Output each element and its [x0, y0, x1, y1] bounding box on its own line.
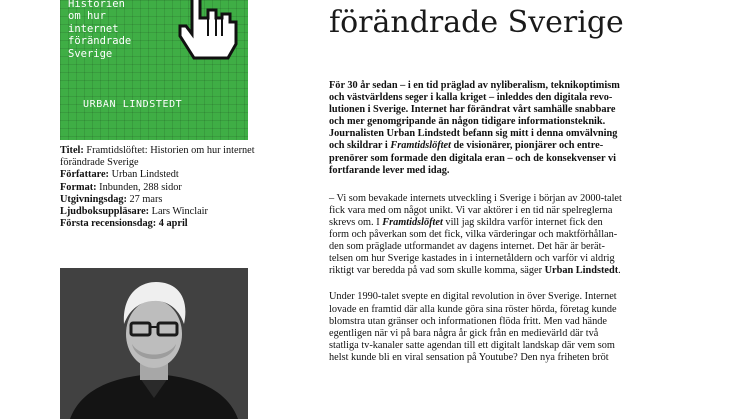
meta-title-row	[60, 145, 260, 169]
history-paragraph: Under 1990-talet svepte en digital revolution in över Sverige. Internet lovade en framtid där alla kunde göra sina röster hörda, företag kunde blomstra utan gränser och informationen flöda fritt. Men vad hände egentligen när vi på bara några år gick från en medievärld där två statliga tv-kanaler satte agendan till ett digitalt landskap där vem som helst kunde bli en viral sensation på Youtube? Den nya friheten bröt	[329, 291, 617, 363]
author-photo	[60, 268, 248, 419]
pointing-hand-cursor-icon	[170, 0, 248, 62]
meta-audio-row	[60, 206, 260, 218]
book-metadata	[60, 145, 260, 230]
meta-author-value: Urban Lindstedt	[111, 169, 179, 181]
meta-format-label: Format:	[60, 181, 97, 193]
quote-paragraph: – Vi som bevakade internets utveckling i Sverige i början av 2000-talet fick vara med om något unikt. Vi var aktörer i en tid när spelreglerna skrevs om. I Framtidslöftet vill jag skildra varför internet fick den form och påverkan som det fick, vilka värderingar och maktförhållan- den som präglade utformandet av dagens internet. Det här är berät- telsen om hur Sverige kastades in i internetåldern och varför vi aldrig riktigt var beredda på vad som skulle komma, säger Urban Lindstedt.	[329, 192, 622, 277]
meta-review-label: Första recensionsdag:	[60, 218, 157, 230]
meta-format-row	[60, 182, 260, 194]
meta-format-value: Inbunden, 288 sidor	[99, 181, 182, 193]
article-body	[329, 80, 707, 364]
meta-author-row	[60, 169, 260, 181]
meta-review-value: 4 april	[158, 218, 188, 230]
author-name-bold: Urban Lindstedt	[544, 265, 619, 277]
meta-release-label: Utgivningsdag:	[60, 193, 127, 205]
headline: förändrade Sverige	[329, 5, 624, 40]
meta-title-value: Framtidslöftet: Historien om hur internet förändrade Sverige	[60, 145, 255, 169]
book-cover	[60, 0, 248, 140]
lead-paragraph: För 30 år sedan – i en tid präglad av nyliberalism, teknikoptimism och västvärldens seger i kalla kriget – inleddes den digitala revo- lutionen i Sverige. Internet har förändrat vårt samhälle snabbare och mer genomgripande än någon tidigare informationsteknik. Journalisten Urban Lindstedt befann sig mitt i denna omvälvning och skildrar i Framtidslöftet de visionärer, pionjärer och entre- prenörer som formade den digitala eran – och de konsekvenser vi fortfarande lever med idag.	[329, 80, 620, 176]
book-title-bold-italic: Framtidslöftet	[382, 216, 443, 228]
meta-release-value: 27 mars	[129, 193, 163, 205]
meta-audio-label: Ljudboksuppläsare:	[60, 206, 150, 218]
cover-title: Historien om hur internet förändrade Sverige	[68, 0, 132, 60]
book-title-italic: Framtidslöftet	[390, 140, 451, 152]
cover-author: URBAN LINDSTEDT	[83, 99, 183, 110]
meta-review-row	[60, 218, 260, 230]
meta-author-label: Författare:	[60, 169, 109, 181]
meta-audio-value: Lars Winclair	[151, 206, 208, 218]
meta-release-row	[60, 194, 260, 206]
meta-title-label: Titel:	[60, 145, 84, 156]
